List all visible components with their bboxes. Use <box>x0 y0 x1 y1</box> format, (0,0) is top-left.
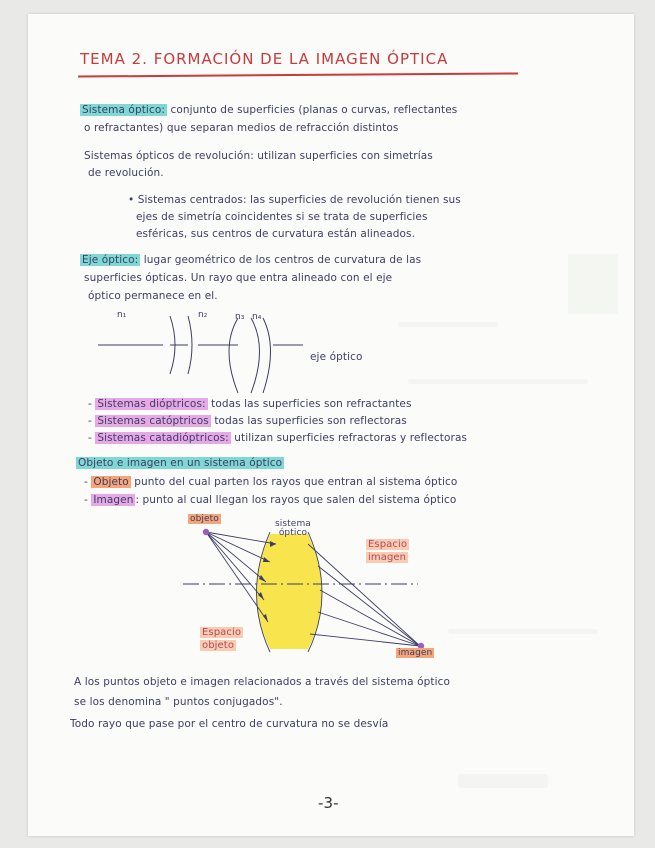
desc-catoptricos: todas las superficies son reflectoras <box>214 415 407 427</box>
type-catadioptricos: - Sistemas catadióptricos: utilizan superficies refractoras y reflectoras <box>88 432 468 444</box>
bleed-through-mark <box>398 322 498 327</box>
label-n4: n₄ <box>252 312 262 322</box>
label-espacio-objeto <box>200 626 243 652</box>
bullet-centrados-line1: • Sistemas centrados: las superficies de revolución tienen sus <box>128 194 461 206</box>
surface-4 <box>251 318 260 393</box>
title-underline <box>78 72 518 77</box>
definition-sistema-optico <box>80 104 457 116</box>
definition-eje-optico <box>80 254 421 266</box>
page-title: TEMA 2. FORMACIÓN DE LA IMAGEN ÓPTICA <box>80 50 449 68</box>
bullet-centrados-line2: ejes de simetría coincidentes si se trata de superficies <box>136 211 428 223</box>
term-catadioptricos: Sistemas catadióptricos: <box>97 432 229 444</box>
term-objeto: Objeto <box>93 476 129 488</box>
conjugados-line1: A los puntos objeto e imagen relacionados a través del sistema óptico <box>74 676 450 688</box>
bleed-through-mark <box>458 774 548 788</box>
label-eje-optico: eje óptico <box>310 351 363 363</box>
incident-ray <box>206 532 270 562</box>
term-catoptricos: Sistemas catóptricos <box>97 415 209 427</box>
label-objeto-text: objeto <box>190 514 219 524</box>
centro-curvatura-line: Todo rayo que pase por el centro de curvatura no se desvía <box>70 718 389 730</box>
label-espacio-imagen-2: imagen <box>368 552 407 563</box>
definition-text: lugar geométrico de los centros de curvatura de las <box>143 254 422 266</box>
surface-2 <box>188 316 192 374</box>
eje-optico-line3: óptico permanece en el. <box>88 290 218 302</box>
term-dioptricos: Sistemas dióptricos: <box>97 398 206 410</box>
revolucion-text-line1: Sistemas ópticos de revolución: utilizan superficies con simetrías <box>84 150 433 162</box>
label-espacio-objeto-2: objeto <box>202 640 235 651</box>
desc-objeto: punto del cual parten los rayos que entran al sistema óptico <box>134 476 458 488</box>
objeto-point <box>203 529 209 535</box>
emergent-ray <box>318 566 420 646</box>
desc-dioptricos: todas las superficies son refractantes <box>211 398 412 410</box>
definition-text-line2: o refractantes) que separan medios de refracción distintos <box>84 122 399 134</box>
notebook-page <box>28 14 634 836</box>
incident-ray <box>206 532 266 582</box>
incident-ray <box>206 532 276 544</box>
label-espacio-objeto-1: Espacio <box>202 627 242 638</box>
bullet-centrados-line3: esféricas, sus centros de curvatura están alineados. <box>136 228 416 240</box>
objeto-definition: - Objeto punto del cual parten los rayos que entran al sistema óptico <box>84 476 458 488</box>
label-imagen <box>396 648 434 658</box>
section-heading <box>76 457 284 469</box>
term-eje-optico: Eje óptico: <box>82 254 139 266</box>
label-n2: n₂ <box>198 310 208 320</box>
definition-text: conjunto de superficies (planas o curvas, reflectantes <box>170 104 458 116</box>
incident-ray <box>206 532 264 600</box>
lens-fill <box>257 534 323 649</box>
surface-5 <box>263 318 271 393</box>
label-optico: óptico <box>278 528 308 538</box>
label-n3: n₃ <box>235 312 245 322</box>
label-espacio-imagen <box>366 538 409 564</box>
emergent-ray <box>310 634 420 646</box>
term-sistema-optico: Sistema óptico: <box>82 104 165 116</box>
bleed-through-mark <box>408 379 588 384</box>
conjugados-line2: se los denomina " puntos conjugados". <box>74 696 283 708</box>
imagen-definition: - Imagen : punto al cual llegan los rayos que salen del sistema óptico <box>84 494 457 506</box>
heading-objeto-imagen: Objeto e imagen en un sistema óptico <box>78 457 283 469</box>
desc-catadioptricos: utilizan superficies refractoras y reflectoras <box>234 432 468 444</box>
term-imagen: Imagen <box>93 494 134 506</box>
eje-optico-line2: superficies ópticas. Un rayo que entra alineado con el eje <box>84 272 393 284</box>
bleed-through-mark <box>568 254 618 314</box>
label-sistema: sistema <box>275 519 311 529</box>
type-catoptricos: - Sistemas catóptricos todas las superficies son reflectoras <box>88 415 407 427</box>
surface-3 <box>229 318 238 393</box>
label-imagen-text: imagen <box>398 648 433 658</box>
page-number: -3- <box>318 794 339 812</box>
type-dioptricos: - Sistemas dióptricos: todas las superficies son refractantes <box>88 398 412 410</box>
label-n1: n₁ <box>117 310 127 320</box>
desc-imagen: : punto al cual llegan los rayos que salen del sistema óptico <box>135 494 457 506</box>
label-sistema-optico <box>275 520 311 538</box>
revolucion-text-line2: de revolución. <box>88 167 164 179</box>
label-objeto <box>188 514 221 524</box>
label-espacio-imagen-1: Espacio <box>368 539 408 550</box>
